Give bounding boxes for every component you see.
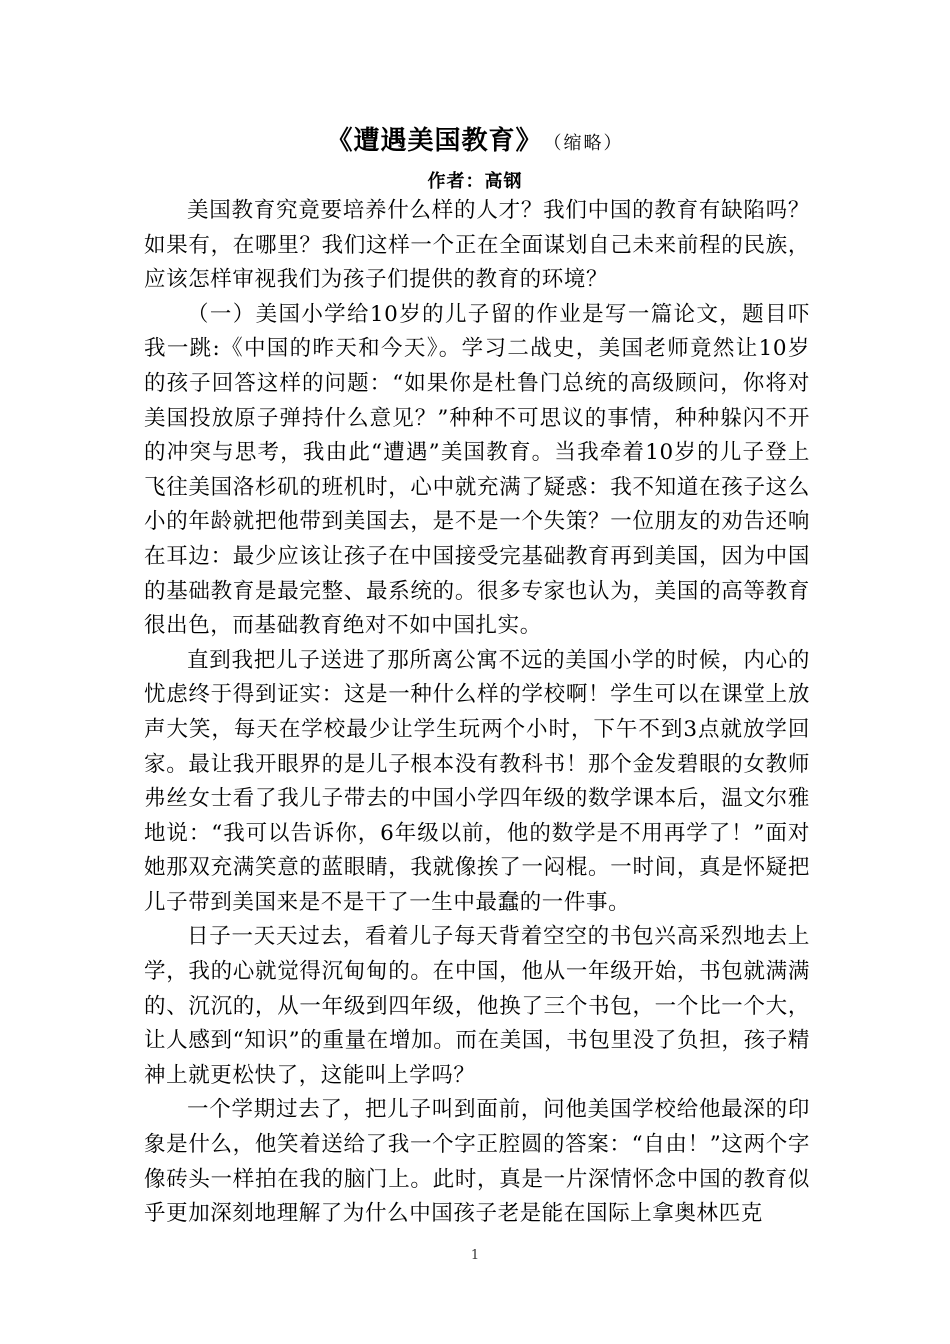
paragraph-5: 一个学期过去了，把儿子叫到面前，问他美国学校给他最深的印象是什么，他笑着送给了我一个字正腔圆的答案：“自由！”这两个字像砖头一样拍在我的脑门上。此时，真是一片深情怀念中国的教育似乎更加深刻地理解了为什么中国孩子老是能在国际上拿奥林匹克 — [144, 1097, 810, 1227]
body-text — [144, 194, 810, 1232]
paragraph-2: （一）美国小学给10岁的儿子留的作业是写一篇论文，题目吓我一跳:《中国的昨天和今天》。学习二战史，美国老师竟然让10岁的孩子回答这样的问题：“如果你是杜鲁门总统的高级顾问，你将对美国投放原子弹持什么意见？”种种不可思议的事情，种种躲闪不开的冲突与思考，我由此“遭遇”美国教育。当我牵着10岁的儿子登上飞往美国洛杉矶的班机时，心中就充满了疑惑：我不知道在孩子这么小的年龄就把他带到美国去，是不是一个失策？一位朋友的劝告还响在耳边：最少应该让孩子在中国接受完基础教育再到美国，因为中国的基础教育是最完整、最系统的。很多专家也认为，美国的高等教育很出色，而基础教育绝对不如中国扎实。 — [144, 301, 810, 639]
document-subtitle: （缩略） — [552, 133, 624, 154]
author-line: 作者：高钢 — [427, 171, 523, 192]
paragraph-3: 直到我把儿子送进了那所离公寓不远的美国小学的时候，内心的忧虑终于得到证实：这是一种什么样的学校啊！学生可以在课堂上放声大笑，每天在学校最少让学生玩两个小时，下午不到3点就放学回家。最让我开眼界的是儿子根本没有教科书！那个金发碧眼的女教师弗丝女士看了我儿子带去的中国小学四年级的数学课本后，温文尔雅地说：“我可以告诉你，6年级以前，他的数学是不用再学了！”面对她那双充满笑意的蓝眼睛，我就像挨了一闷棍。一时间，真是怀疑把儿子带到美国来是不是干了一生中最蠢的一件事。 — [144, 647, 810, 915]
title-line — [0, 120, 950, 157]
page-number: 1 — [470, 1248, 480, 1263]
paragraph-1: 美国教育究竟要培养什么样的人才？我们中国的教育有缺陷吗？如果有，在哪里？我们这样一个正在全面谋划自己未来前程的民族，应该怎样审视我们为孩子们提供的教育的环境？ — [144, 198, 810, 293]
document-title: 《遭遇美国教育》 — [326, 126, 543, 156]
paragraph-4: 日子一天天过去，看着儿子每天背着空空的书包兴高采烈地去上学，我的心就觉得沉甸甸的。在中国，他从一年级开始，书包就满满的、沉沉的，从一年级到四年级，他换了三个书包，一个比一个大，让人感到“知识”的重量在增加。而在美国，书包里没了负担，孩子精神上就更松快了，这能叫上学吗？ — [144, 924, 810, 1088]
